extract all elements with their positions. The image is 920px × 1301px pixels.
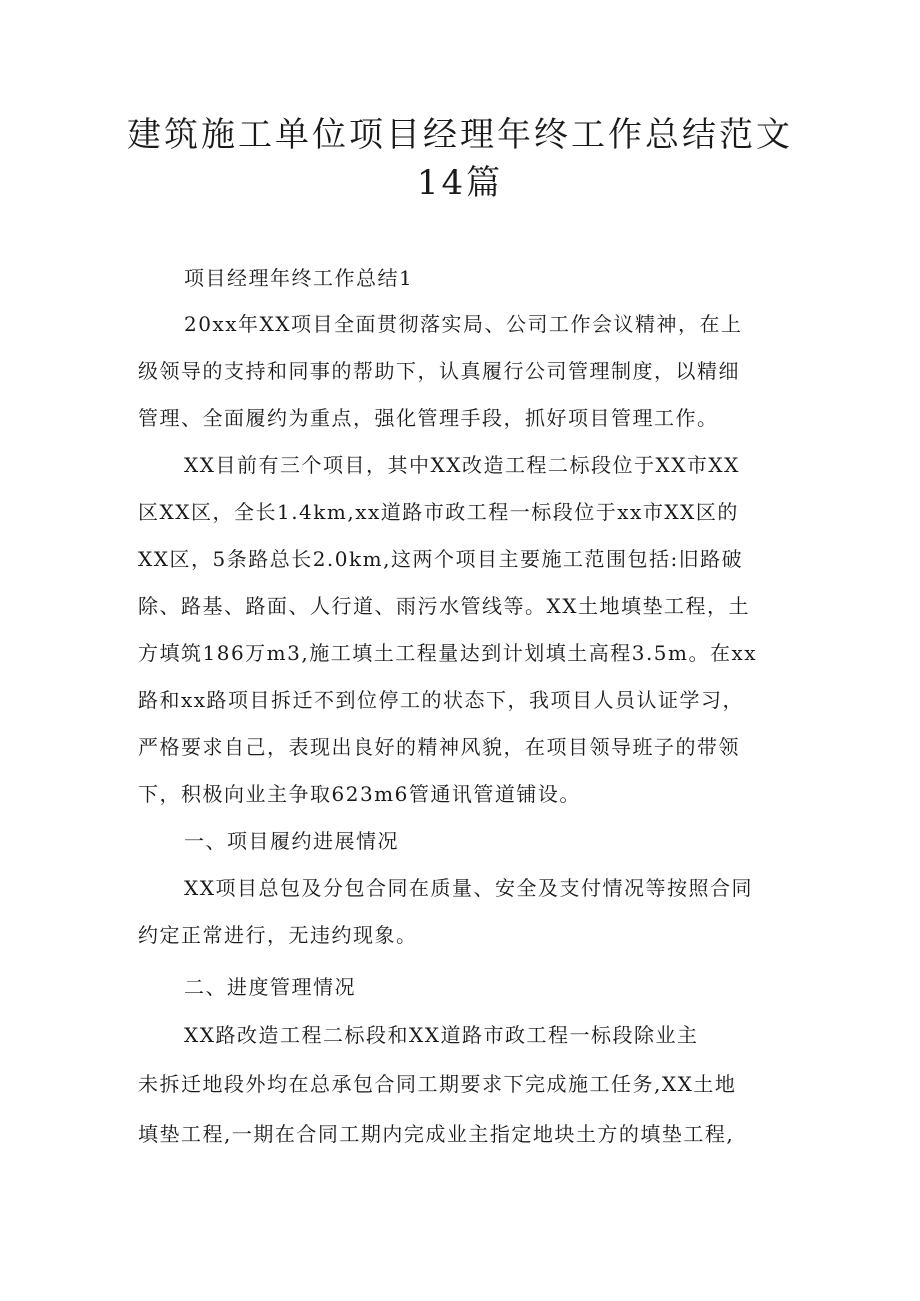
paragraph-line: 下，积极向业主争取623m6管通讯管道铺设。 bbox=[138, 782, 581, 806]
section-heading-summary: 项目经理年终工作总结1 bbox=[184, 266, 414, 290]
paragraph-line: 区XX区，全长1.4km,xx道路市政工程一标段位于xx市XX区的 bbox=[138, 500, 739, 524]
paragraph-line: XX项目总包及分包合同在质量、安全及支付情况等按照合同 bbox=[184, 876, 753, 900]
paragraph-line: 20xx年XX项目全面贯彻落实局、公司工作会议精神，在上 bbox=[184, 312, 743, 336]
paragraph-line: XX目前有三个项目，其中XX改造工程二标段位于XX市XX bbox=[184, 453, 740, 477]
paragraph-line: 约定正常进行，无违约现象。 bbox=[138, 923, 418, 947]
paragraph-line: 未拆迁地段外均在总承包合同工期要求下完成施工任务,XX土地 bbox=[138, 1072, 737, 1096]
section-heading-schedule: 二、进度管理情况 bbox=[184, 975, 356, 999]
paragraph-line: 填垫工程,一期在合同工期内完成业主指定地块土方的填垫工程, bbox=[138, 1122, 735, 1146]
paragraph-line: 除、路基、路面、人行道、雨污水管线等。XX土地填垫工程，土 bbox=[138, 594, 750, 618]
paragraph-line: 管理、全面履约为重点，强化管理手段，抓好项目管理工作。 bbox=[138, 406, 719, 430]
paragraph-line: 严格要求自己，表现出良好的精神风貌，在项目领导班子的带领 bbox=[138, 735, 740, 759]
paragraph-line: 级领导的支持和同事的帮助下，认真履行公司管理制度，以精细 bbox=[138, 359, 740, 383]
document-title-line-1: 建筑施工单位项目经理年终工作总结范文 bbox=[127, 115, 793, 155]
paragraph-line: 方填筑186万m3,施工填土工程量达到计划填土高程3.5m。在xx bbox=[138, 641, 758, 665]
document-title-line-2: 14篇 bbox=[416, 163, 504, 203]
paragraph-line: XX区，5条路总长2.0km,这两个项目主要施工范围包括:旧路破 bbox=[138, 547, 744, 571]
paragraph-line: 路和xx路项目拆迁不到位停工的状态下，我项目人员认证学习， bbox=[138, 688, 745, 712]
section-heading-contract: 一、项目履约进展情况 bbox=[184, 829, 399, 853]
paragraph-line: XX路改造工程二标段和XX道路市政工程一标段除业主 bbox=[184, 1023, 699, 1047]
